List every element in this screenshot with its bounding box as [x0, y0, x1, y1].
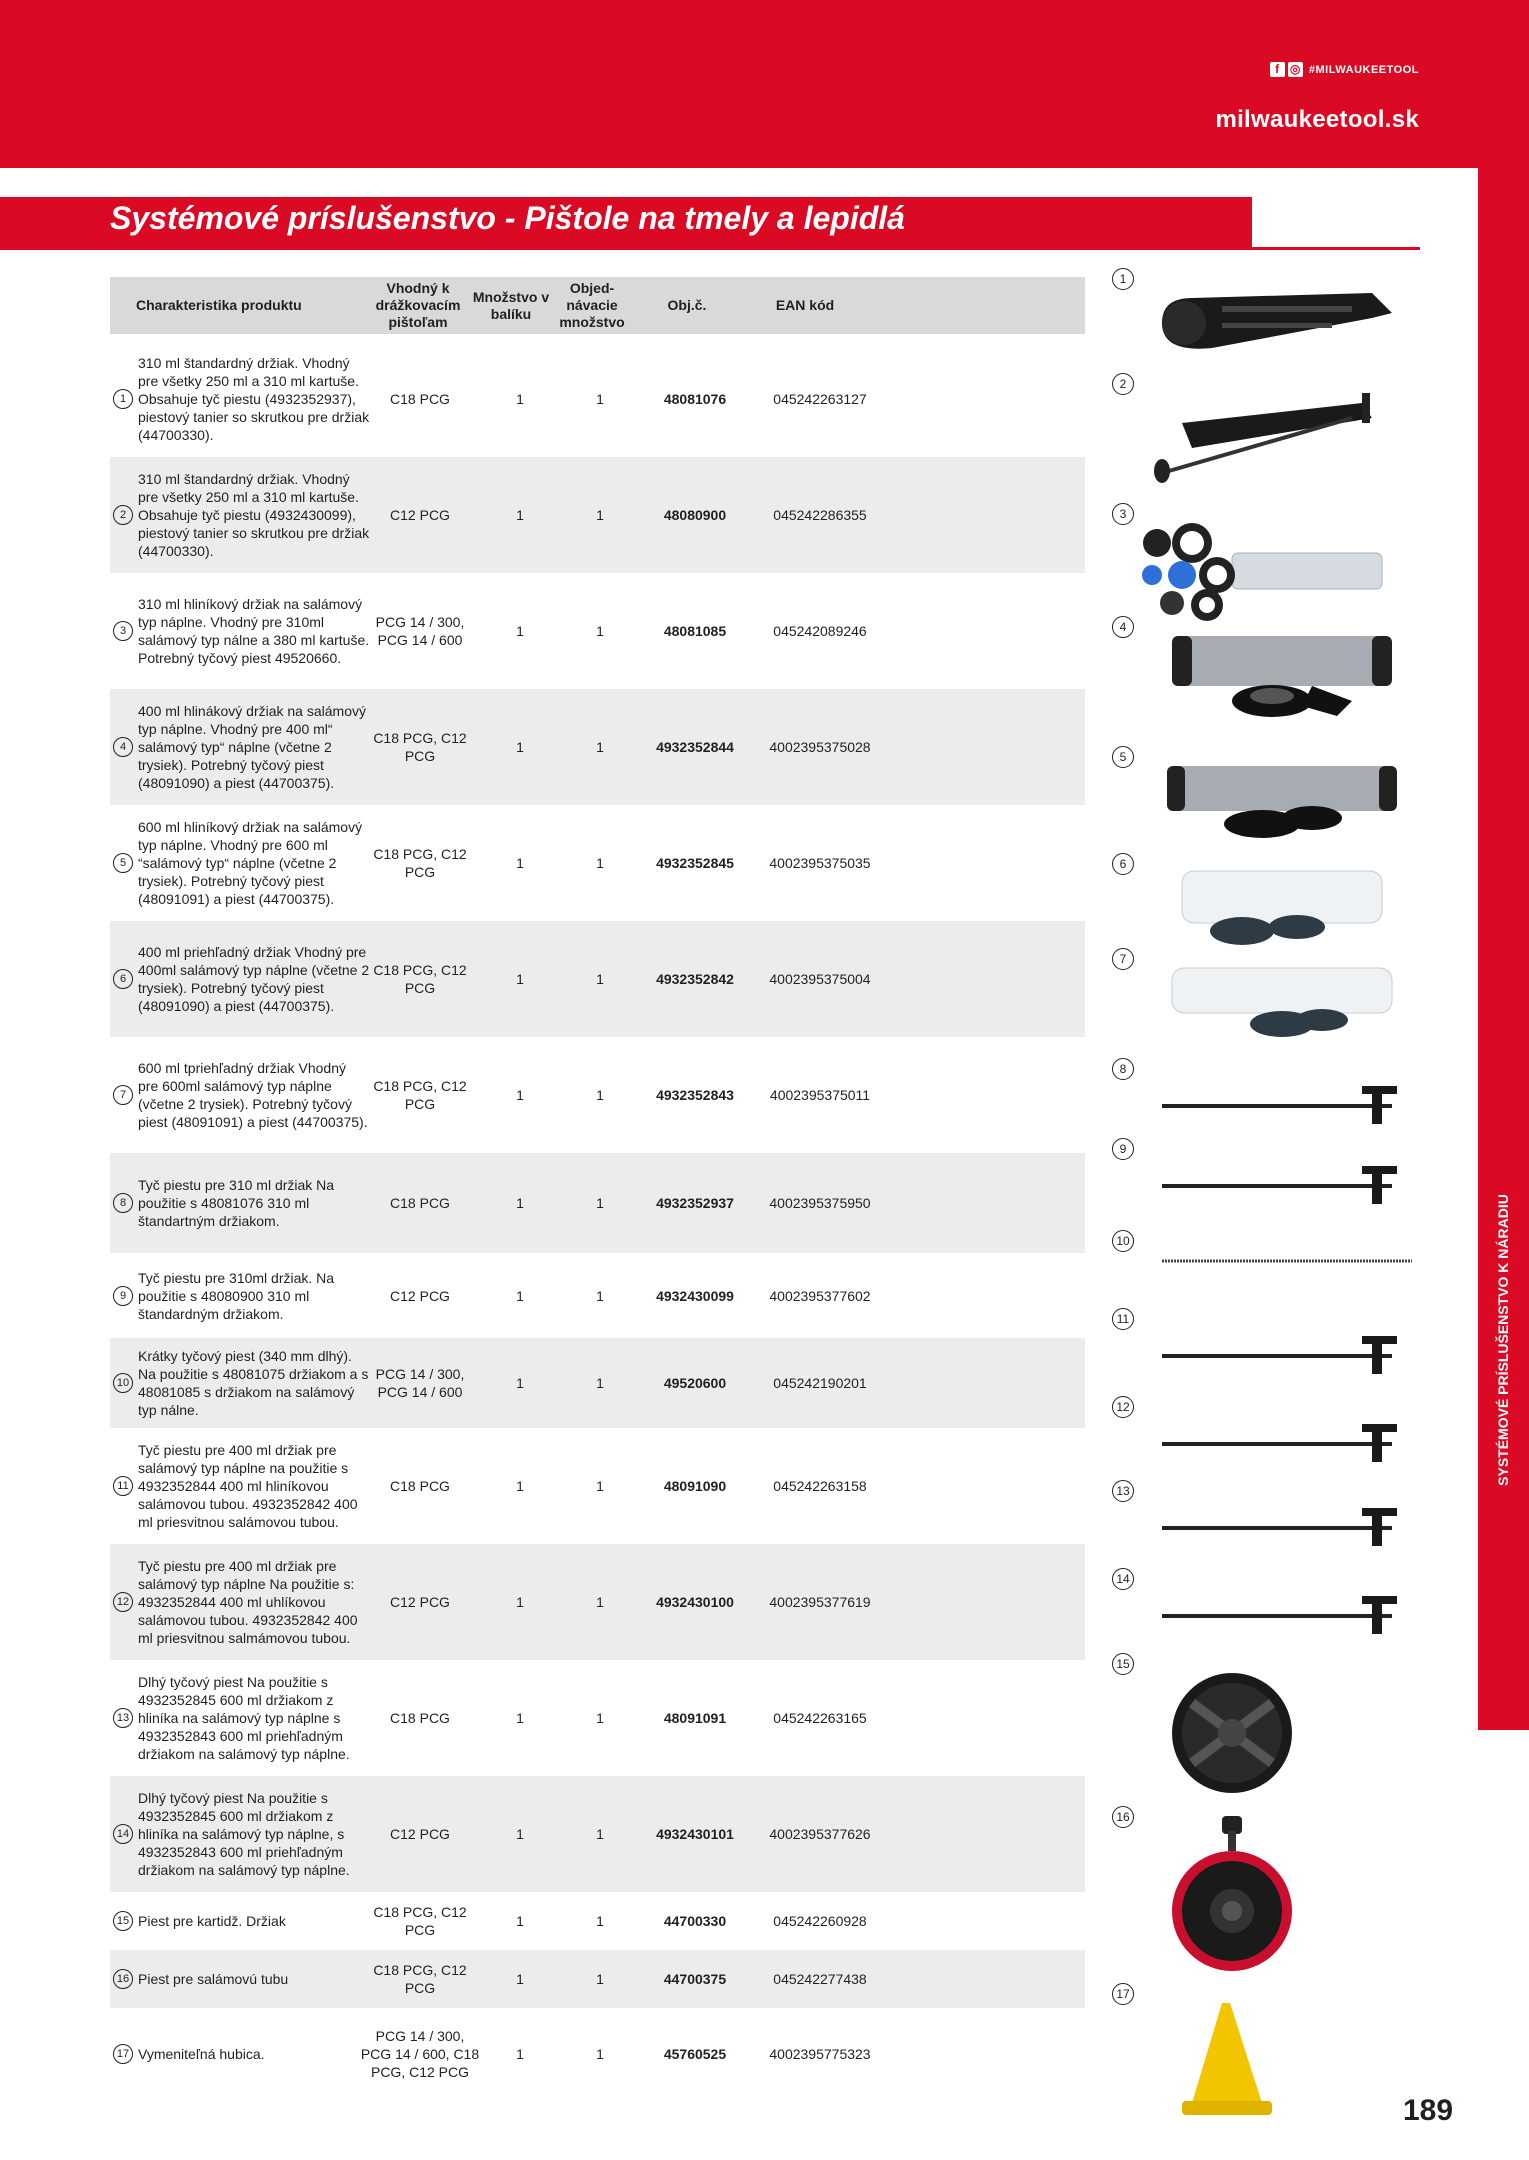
row-number-badge: 12 [113, 1592, 133, 1612]
cell-desc: Piest pre salámovú tubu [138, 1971, 289, 1987]
cell-desc: Piest pre kartidž. Držiak [138, 1913, 286, 1929]
cell-ean: 045242277438 [773, 1971, 867, 1987]
cell-qty: 1 [516, 1913, 524, 1929]
cell-qty: 1 [516, 1710, 524, 1726]
cell-order: 1 [596, 855, 604, 871]
cell-desc: 400 ml priehľadný držiak Vhodný pre 400ml salámový typ náplne (včetne 2 trysiek). Potrebný tyčový piest (48091090) a piest (44700375). [138, 944, 370, 1014]
cell-obj: 4932352843 [656, 1087, 734, 1103]
cell-obj: 48091091 [663, 1710, 727, 1726]
row-number-badge: 13 [113, 1708, 133, 1728]
table-row [110, 1253, 1085, 1338]
product-number-badge: 13 [1112, 1480, 1134, 1502]
cell-desc: 600 ml hliníkový držiak na salámový typ náplne. Vhodný pre 600 ml “salámový typ“ náplne (včetne 2 trysiek). Potrebný tyčový piest (48091091) a piest (44700375). [138, 819, 363, 907]
table-row [110, 2008, 1085, 2100]
plunger-plate-icon [1122, 1663, 1412, 1808]
header-qty: Množstvo v balíku [472, 288, 550, 322]
cell-ean: 4002395375011 [769, 1087, 871, 1103]
cell-desc: Tyč piestu pre 310ml držiak. Na použitie s 48080900 310 ml štandardným držiakom. [138, 1269, 335, 1322]
table-row [110, 573, 1085, 689]
cell-ean: 4002395375035 [769, 855, 871, 871]
cell-desc: 600 ml tpriehľadný držiak Vhodný pre 600ml salámový typ náplne (včetne 2 trysiek). Potrebný tyčový piest (48091091) a piest (44700375). [138, 1060, 368, 1130]
cell-gun: C18 PCG [390, 1710, 450, 1726]
cell-order: 1 [596, 1826, 604, 1842]
row-number-badge: 8 [113, 1193, 133, 1213]
table-row [110, 1153, 1085, 1253]
cell-qty: 1 [516, 971, 524, 987]
cell-qty: 1 [516, 1971, 524, 1987]
table-row [110, 1950, 1085, 2008]
cell-gun: C18 PCG, C12 PCG [373, 1962, 467, 1996]
row-number-badge: 7 [113, 1085, 133, 1105]
cell-gun: C18 PCG, C12 PCG [373, 1904, 467, 1938]
cell-desc: Krátky tyčový piest (340 mm dlhý). Na použitie s 48081075 držiakom a s 48081085 s držiakom na salámový typ nálne. [138, 1348, 369, 1418]
cell-gun: C18 PCG [390, 1195, 450, 1211]
product-number-badge: 17 [1112, 1983, 1134, 2005]
row-number-badge: 1 [113, 389, 133, 409]
cell-gun: C18 PCG [390, 1478, 450, 1494]
cell-desc: Dlhý tyčový piest Na použitie s 4932352845 600 ml držiakom z hliníka na salámový typ náplne s 4932352843 600 ml priehľadným držiakom na salámový typ náplne. [138, 1674, 350, 1762]
cell-ean: 4002395375028 [769, 739, 871, 755]
cell-obj: 49520600 [663, 1375, 727, 1391]
row-number-badge: 4 [113, 737, 133, 757]
table-row [110, 689, 1085, 805]
cell-qty: 1 [516, 1478, 524, 1494]
cell-order: 1 [596, 1478, 604, 1494]
cell-qty: 1 [516, 1087, 524, 1103]
cell-ean: 045242263165 [773, 1710, 867, 1726]
cell-obj: 4932430099 [656, 1287, 734, 1304]
row-number-badge: 5 [113, 853, 133, 873]
aluminium-tube-600-icon [1122, 756, 1412, 851]
hashtag [1270, 62, 1419, 77]
piston-rod-icon [1122, 1496, 1412, 1561]
piston-rod-icon [1122, 1154, 1412, 1219]
side-strip-tip [1478, 1680, 1529, 1735]
cell-gun: C18 PCG [390, 391, 450, 407]
cell-obj: 48081085 [663, 623, 727, 639]
cell-desc: 310 ml hliníkový držiak na salámový typ náplne. Vhodný pre 310ml salámový typ nálne a 380 ml kartuše. Potrebný tyčový piest 49520660. [138, 596, 370, 666]
cell-ean: 045242286355 [773, 507, 867, 523]
cell-order: 1 [596, 1375, 604, 1391]
table-row [110, 457, 1085, 573]
product-number-badge: 11 [1112, 1308, 1134, 1330]
cell-gun: C18 PCG, C12 PCG [373, 962, 467, 996]
cell-obj: 45760525 [663, 2046, 727, 2062]
cell-obj: 44700375 [663, 1971, 727, 1987]
site-link[interactable]: milwaukeetool.sk [1215, 106, 1419, 133]
row-number-badge: 2 [113, 505, 133, 525]
table-row [110, 921, 1085, 1037]
row-number-badge: 16 [113, 1969, 133, 1989]
cell-gun: C12 PCG [390, 1287, 450, 1304]
cell-order: 1 [596, 507, 604, 523]
product-number-badge: 9 [1112, 1138, 1134, 1160]
cell-obj: 4932430100 [656, 1594, 734, 1610]
cell-qty: 1 [516, 391, 524, 407]
cell-ean: 4002395377619 [769, 1594, 871, 1610]
cell-obj: 4932352845 [656, 855, 734, 871]
cell-gun: C12 PCG [390, 1826, 450, 1842]
cell-qty: 1 [516, 1195, 524, 1211]
cell-obj: 44700330 [663, 1913, 727, 1929]
product-number-badge: 12 [1112, 1396, 1134, 1418]
product-number-badge: 8 [1112, 1058, 1134, 1080]
table-row [110, 1544, 1085, 1660]
header-ean: EAN kód [775, 297, 835, 313]
table-row [110, 805, 1085, 921]
header-order: Objed- návacie množstvo [559, 280, 625, 330]
instagram-icon[interactable]: ◎ [1288, 62, 1303, 77]
cell-gun: C18 PCG, C12 PCG [373, 846, 467, 880]
cell-desc: 310 ml štandardný držiak. Vhodný pre všetky 250 ml a 310 ml kartuše. Obsahuje tyč piestu (4932430099), piestový tanier so skrutkou pre držiak (44700330). [138, 471, 370, 559]
cell-ean: 045242190201 [773, 1375, 867, 1391]
header-bar [0, 0, 1529, 168]
thin-rod-icon [1122, 1246, 1412, 1281]
cartridge-holder-rod-icon [1122, 383, 1412, 488]
clear-tube-600-icon [1122, 958, 1412, 1053]
table-row [110, 1892, 1085, 1950]
row-number-badge: 11 [113, 1476, 133, 1496]
cell-obj: 4932430101 [656, 1826, 734, 1842]
facebook-icon[interactable]: f [1270, 62, 1285, 77]
cell-gun: C12 PCG [390, 1594, 450, 1610]
cartridge-holder-icon [1122, 278, 1412, 373]
aluminium-tube-400-icon [1122, 626, 1412, 731]
cell-obj: 48080900 [663, 507, 727, 523]
cell-ean: 4002395377602 [769, 1287, 871, 1304]
header-gun: Vhodný k drážkovacím pištoľam [375, 280, 461, 330]
product-number-badge: 3 [1112, 503, 1134, 525]
cell-obj: 4932352844 [656, 739, 734, 755]
cell-ean: 045242263158 [773, 1478, 867, 1494]
header-desc: Charakteristika produktu [136, 297, 302, 313]
cell-obj: 48091090 [663, 1478, 727, 1494]
cell-ean: 045242263127 [773, 391, 867, 407]
cell-qty: 1 [516, 1375, 524, 1391]
plunger-plate-red-icon [1122, 1816, 1412, 1981]
cell-order: 1 [596, 2046, 604, 2062]
cell-gun: PCG 14 / 300, PCG 14 / 600 [375, 614, 465, 648]
cell-order: 1 [596, 1594, 604, 1610]
header-obj: Obj.č. [667, 297, 707, 313]
cell-order: 1 [596, 1287, 604, 1304]
row-number-badge: 9 [113, 1286, 133, 1306]
product-number-badge: 7 [1112, 948, 1134, 970]
piston-rod-icon [1122, 1074, 1412, 1139]
product-number-badge: 1 [1112, 268, 1134, 290]
page-title: Systémové príslušenstvo - Pištole na tmely a lepidlá [110, 200, 905, 236]
nozzle-icon [1122, 1993, 1412, 2128]
table-row [110, 1338, 1085, 1428]
table-row [110, 1776, 1085, 1892]
table-row [110, 1428, 1085, 1544]
cell-qty: 1 [516, 507, 524, 523]
cell-qty: 1 [516, 623, 524, 639]
table-row [110, 341, 1085, 457]
aluminium-tube-kit-icon [1122, 513, 1412, 628]
row-number-badge: 3 [113, 621, 133, 641]
cell-order: 1 [596, 1195, 604, 1211]
cell-ean: 4002395775323 [769, 2046, 871, 2062]
cell-desc: Tyč piestu pre 310 ml držiak Na použitie s 48081076 310 ml štandartným držiakom. [138, 1177, 335, 1229]
piston-rod-icon [1122, 1584, 1412, 1649]
cell-order: 1 [596, 391, 604, 407]
cell-ean: 4002395375950 [769, 1195, 871, 1211]
table-row [110, 1037, 1085, 1153]
product-number-badge: 2 [1112, 373, 1134, 395]
cell-ean: 4002395377626 [769, 1826, 871, 1842]
cell-desc: 310 ml štandardný držiak. Vhodný pre všetky 250 ml a 310 ml kartuše. Obsahuje tyč piestu (4932352937), piestový tanier so skrutkou pre držiak (44700330). [138, 355, 370, 443]
cell-gun: C18 PCG, C12 PCG [373, 1078, 467, 1112]
product-number-badge: 14 [1112, 1568, 1134, 1590]
product-number-badge: 15 [1112, 1653, 1134, 1675]
cell-qty: 1 [516, 2046, 524, 2062]
hashtag-text: #MILWAUKEETOOL [1308, 63, 1419, 76]
piston-rod-icon [1122, 1412, 1412, 1477]
cell-desc: Tyč piestu pre 400 ml držiak pre salámový typ náplne na použitie s 4932352844 400 ml hliníkovou salámovou tubou. 4932352842 400 ml priesvitnou salámovou tubou. [138, 1442, 358, 1530]
cell-desc: Tyč piestu pre 400 ml držiak pre salámový typ náplne Na použitie s: 4932352844 400 ml uhlíkovou salámovou tubou. 4932352842 400 ml priesvitnou salmámovou tubou. [138, 1558, 358, 1646]
cell-order: 1 [596, 623, 604, 639]
cell-qty: 1 [516, 1287, 524, 1304]
cell-ean: 4002395375004 [769, 971, 871, 987]
product-number-badge: 5 [1112, 746, 1134, 768]
cell-ean: 045242089246 [773, 623, 867, 639]
cell-ean: 045242260928 [773, 1913, 867, 1929]
cell-gun: C12 PCG [390, 507, 450, 523]
product-number-badge: 6 [1112, 853, 1134, 875]
cell-gun: PCG 14 / 300, PCG 14 / 600, C18 PCG, C12 PCG [360, 2028, 480, 2080]
product-number-badge: 16 [1112, 1806, 1134, 1828]
cell-order: 1 [596, 1087, 604, 1103]
table-row [110, 1660, 1085, 1776]
cell-order: 1 [596, 1710, 604, 1726]
row-number-badge: 6 [113, 969, 133, 989]
cell-obj: 48081076 [663, 391, 727, 407]
piston-rod-icon [1122, 1324, 1412, 1389]
cell-qty: 1 [516, 1826, 524, 1842]
cell-order: 1 [596, 1913, 604, 1929]
cell-order: 1 [596, 971, 604, 987]
title-underline [0, 247, 1420, 250]
cell-desc: Vymeniteľná hubica. [138, 2046, 265, 2062]
product-number-badge: 4 [1112, 616, 1134, 638]
cell-gun: C18 PCG, C12 PCG [373, 730, 467, 764]
cell-qty: 1 [516, 1594, 524, 1610]
cell-qty: 1 [516, 855, 524, 871]
product-number-badge: 10 [1112, 1230, 1134, 1252]
cell-qty: 1 [516, 739, 524, 755]
cell-obj: 4932352937 [656, 1195, 734, 1211]
side-strip [1478, 168, 1529, 1730]
cell-obj: 4932352842 [656, 971, 734, 987]
side-label-text: SYSTÉMOVÉ PRÍSLUŠENSTVO K NÁRADIU [1495, 1194, 1511, 1486]
page-number: 189 [1403, 2094, 1454, 2127]
cell-order: 1 [596, 1971, 604, 1987]
cell-gun: PCG 14 / 300, PCG 14 / 600 [375, 1366, 465, 1400]
cell-desc: Dlhý tyčový piest Na použitie s 4932352845 600 ml držiakom z hliníka na salámový typ náplne, s 4932352843 600 ml priehľadným držiakom na salámový typ náplne. [138, 1790, 350, 1878]
cell-desc: 400 ml hlinákový držiak na salámový typ náplne. Vhodný pre 400 ml“ salámový typ“ náplne (včetne 2 trysiek). Potrebný tyčový piest (48091090) a piest (44700375). [138, 703, 366, 791]
row-number-badge: 10 [113, 1373, 133, 1393]
clear-tube-400-icon [1122, 863, 1412, 958]
row-number-badge: 14 [113, 1824, 133, 1844]
row-number-badge: 15 [113, 1911, 133, 1931]
cell-order: 1 [596, 739, 604, 755]
row-number-badge: 17 [113, 2044, 133, 2064]
